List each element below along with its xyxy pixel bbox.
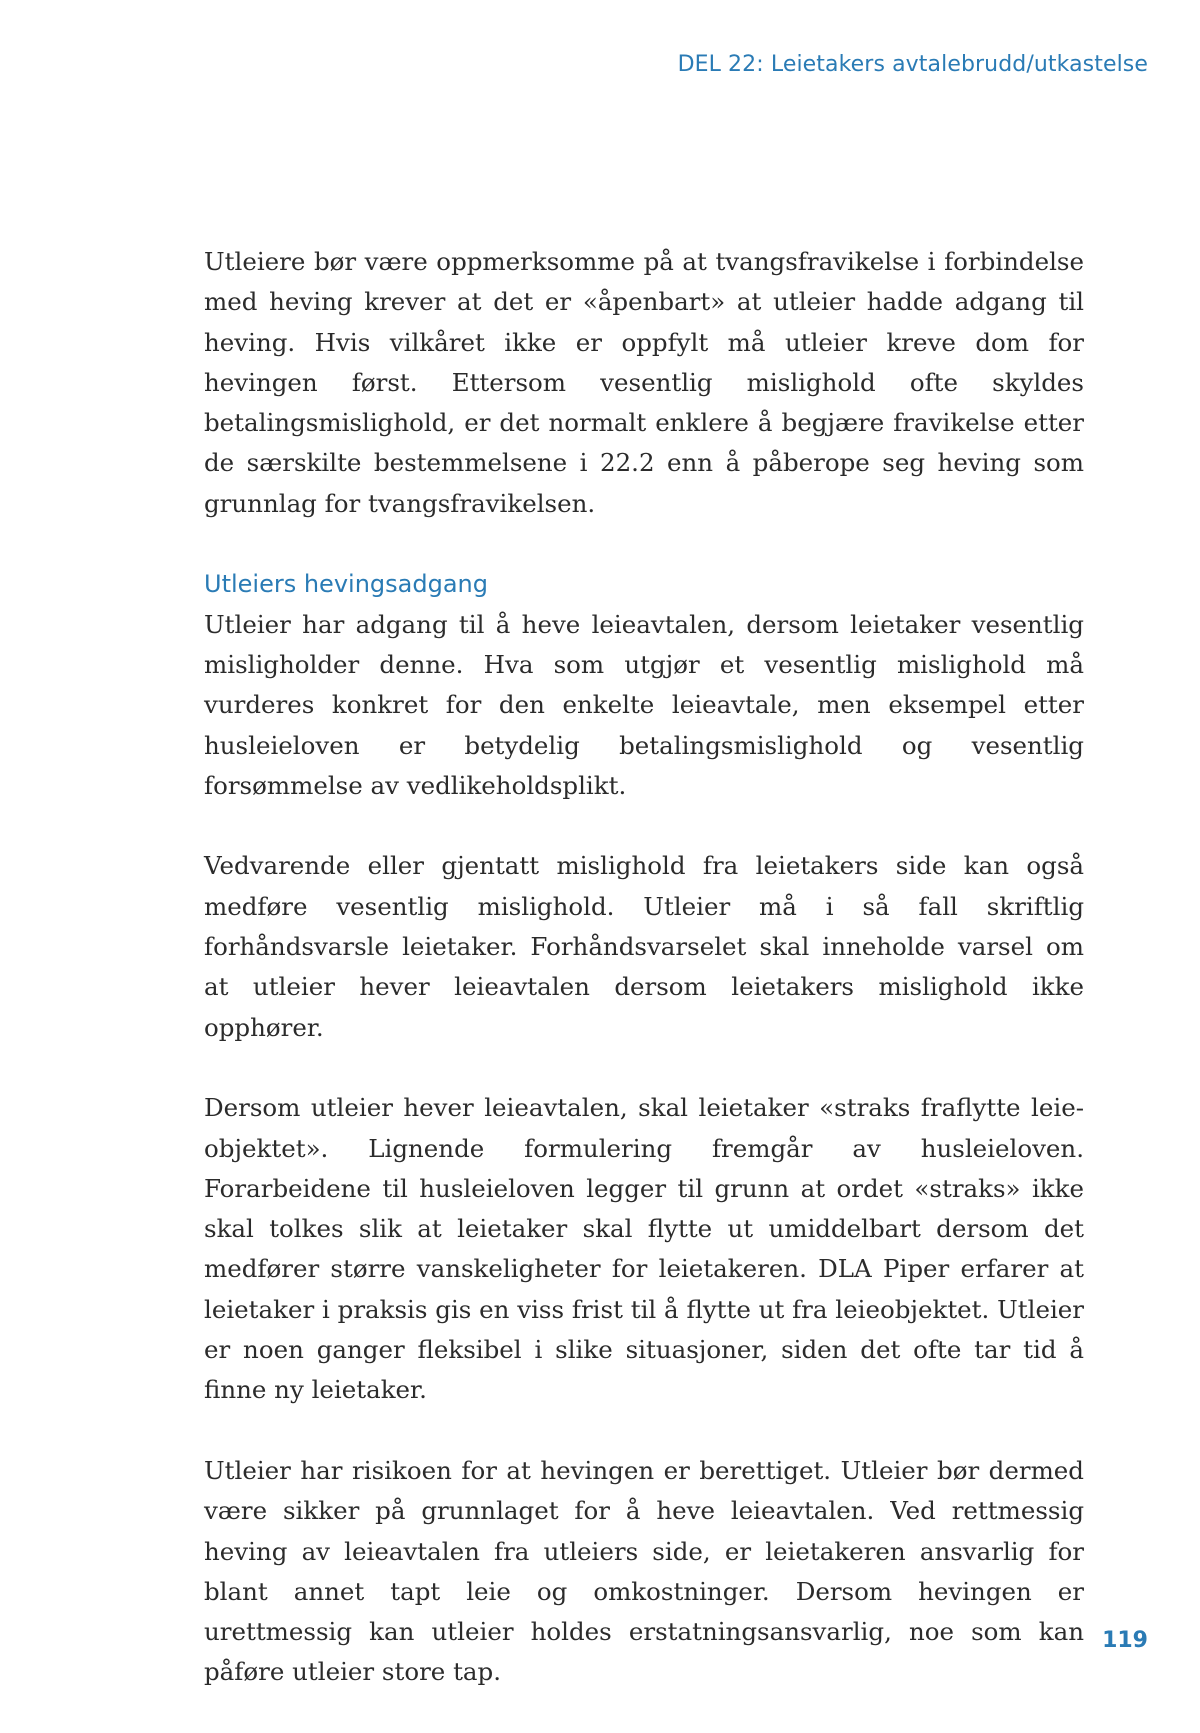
- paragraph-hevingsadgang: Utleier har adgang til å heve leieavtalen, dersom leietaker vesentlig misligholder denne. Hva som utgjør et vesentlig mislighold må vurderes konkret for den enkelte leieavtale, men eksempel etter husleieloven er betydelig betalingsmislighold og vesentlig forsømmelse av vedlikeholdsplikt.: [204, 609, 1084, 800]
- section-heading: Utleiers hevingsadgang: [204, 570, 488, 599]
- paragraph-risiko: Utleier har risikoen for at hevingen er berettiget. Utleier bør dermed være sikker på grunnlaget for å heve leieavtalen. Ved rettmessig heving av leieavtalen fra utleiers side, er leietakeren ansvarlig for blant annet tapt leie og omkostninger. Dersom hevingen er urettmessig kan utleier holdes erstatningsansvarlig, noe som kan påføre utleier store tap.: [204, 1455, 1084, 1687]
- running-header: DEL 22: Leietakers avtalebrudd/utkastelse: [677, 52, 1148, 77]
- page-body: [204, 242, 1084, 1733]
- page-number: 119: [1102, 1628, 1148, 1653]
- paragraph-forhandsvarsel: Vedvarende eller gjentatt mislighold fra leietakers side kan også medføre vesentlig mislighold. Utleier må i så fall skriftlig forhåndsvarsle leietaker. Forhåndsvarselet skal inneholde varsel om at utleier hever leieavtalen dersom leietakers mislighold ikke opphører.: [204, 851, 1084, 1042]
- paragraph-fraflytting: Dersom utleier hever leieavtalen, skal leietaker «straks fraflytte leieobjektet». Lignende formulering fremgår av husleieloven. Forarbeidene til husleieloven legger til grunn at ordet «straks» ikke skal tolkes slik at leietaker skal flytte ut umiddelbart dersom det medfører større vanskeligheter for leietakeren. DLA Piper erfarer at leietaker i praksis gis en viss frist til å flytte ut fra leieobjektet. Utleier er noen ganger fleksibel i slike situasjoner, siden det ofte tar tid å finne ny leietaker.: [204, 1093, 1084, 1405]
- paragraph-intro: Utleiere bør være oppmerksomme på at tvangsfravikelse i forbindelse med heving krever at det er «åpenbart» at utleier hadde adgang til heving. Hvis vilkåret ikke er oppfylt må utleier kreve dom for hevingen først. Ettersom vesentlig mislighold ofte skyldes betalingsmislighold, er det normalt enklere å begjære fravikelse etter de særskilte bestemmelsene i 22.2 enn å påberope seg heving som grunnlag for tvangsfravikelsen.: [204, 247, 1084, 518]
